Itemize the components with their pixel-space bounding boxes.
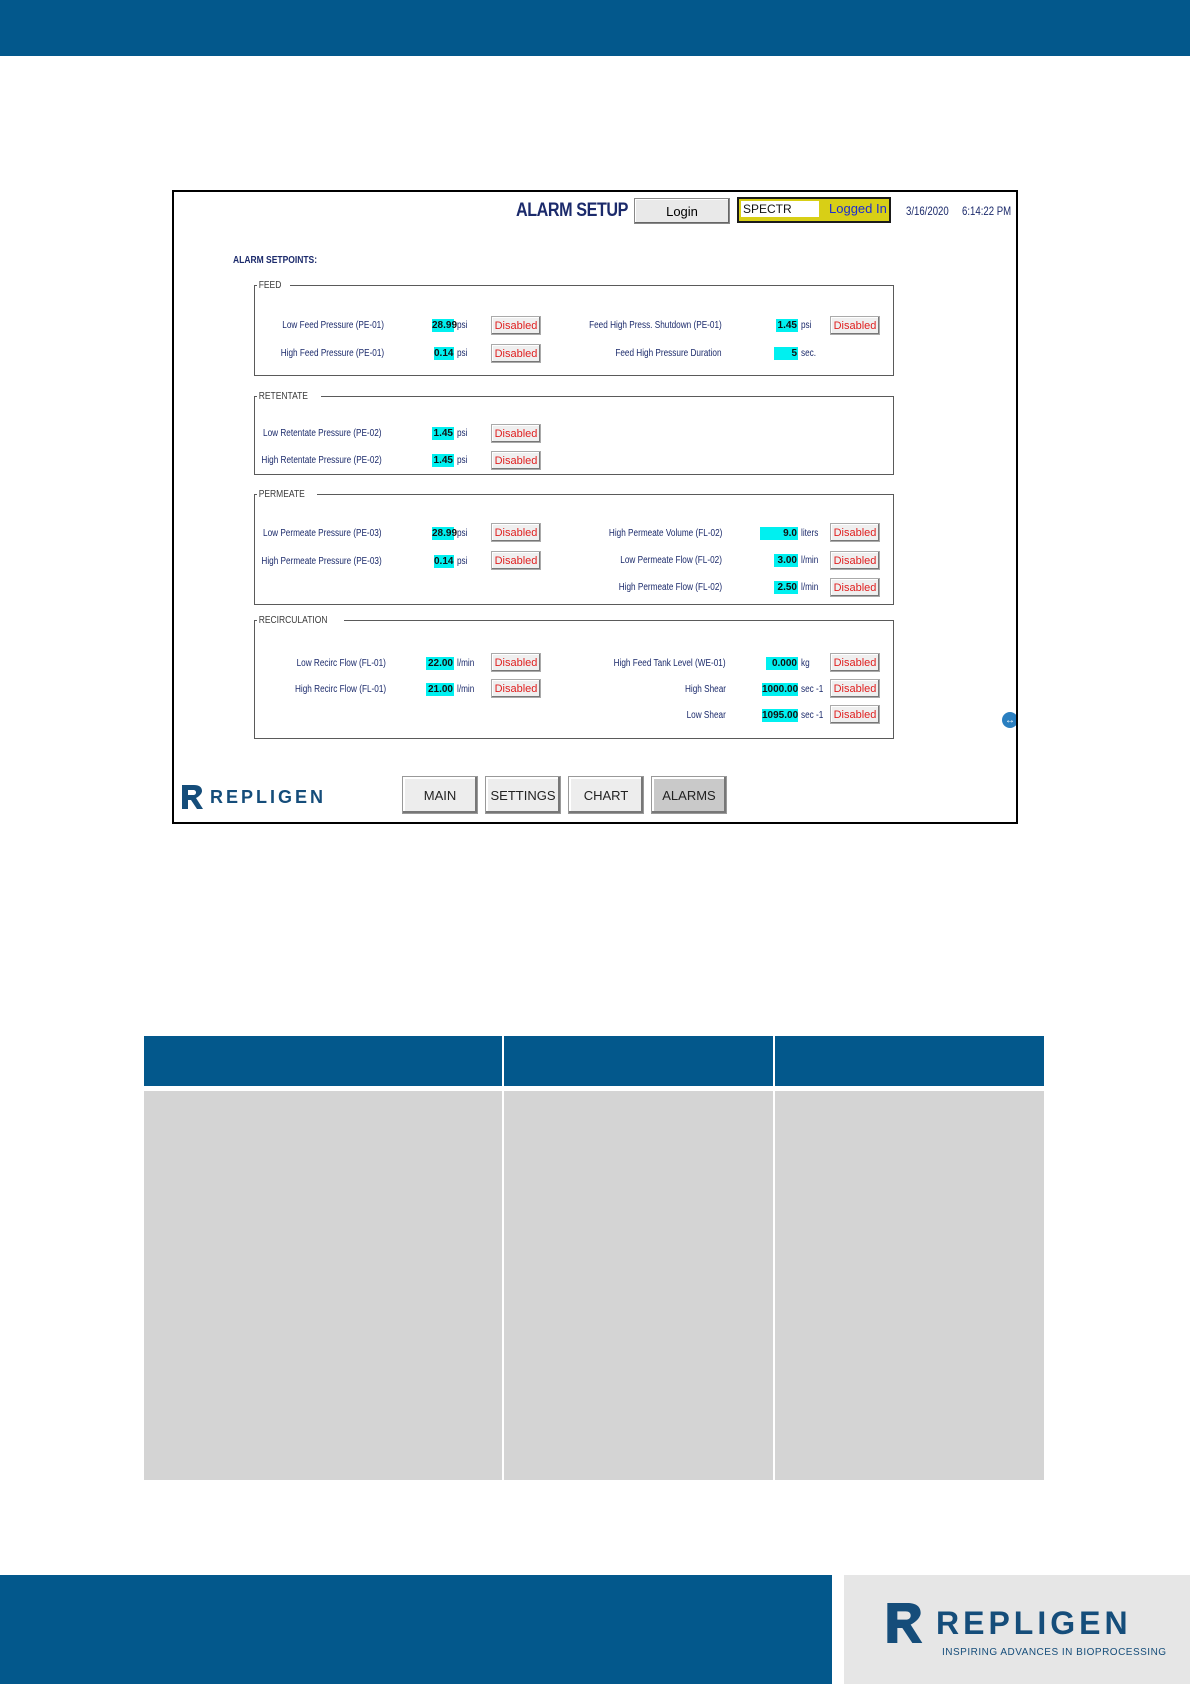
low-recirc-flow-unit: l/min — [457, 658, 475, 669]
setpoints-heading: ALARM SETPOINTS: — [233, 255, 318, 266]
low-permeate-flow-unit: l/min — [801, 555, 819, 566]
low-permeate-pressure-unit: psi — [457, 528, 468, 539]
low-recirc-flow-value[interactable]: 22.00 — [427, 658, 453, 669]
high-recirc-flow-label: High Recirc Flow (FL-01) — [294, 684, 386, 695]
high-shear-disable-button[interactable]: Disabled — [830, 679, 880, 698]
low-permeate-pressure-disable-button[interactable]: Disabled — [491, 523, 541, 542]
table-header-col-1 — [144, 1036, 502, 1086]
low-feed-pressure-disable-button[interactable]: Disabled — [491, 316, 541, 335]
low-shear-disable-button[interactable]: Disabled — [830, 705, 880, 724]
low-shear-unit: sec -1 — [801, 710, 824, 721]
low-recirc-flow-disable-button[interactable]: Disabled — [491, 653, 541, 672]
table-body-col-3 — [775, 1091, 1044, 1480]
expand-arrows-icon[interactable]: ↔ — [1002, 712, 1018, 728]
time-display: 6:14:22 PM — [962, 204, 1012, 218]
high-permeate-flow-disable-button[interactable]: Disabled — [830, 578, 880, 597]
username-field[interactable]: SPECTR — [741, 201, 819, 217]
user-status-box — [737, 197, 891, 223]
high-feed-pressure-disable-button[interactable]: Disabled — [491, 344, 541, 363]
table-header-col-3 — [775, 1036, 1044, 1086]
repligen-mark-icon — [180, 784, 204, 810]
low-permeate-flow-disable-button[interactable]: Disabled — [830, 551, 880, 570]
brand-name: REPLIGEN — [936, 1604, 1132, 1641]
permeate-group — [254, 489, 894, 605]
alarms-nav-button[interactable]: ALARMS — [651, 776, 727, 814]
high-feed-pressure-value[interactable]: 0.14 — [434, 348, 454, 359]
feed-shutdown-label: Feed High Press. Shutdown (PE-01) — [589, 320, 722, 331]
permeate-group-legend: PERMEATE — [258, 489, 305, 500]
repligen-logo — [884, 1599, 1132, 1647]
high-permeate-pressure-unit: psi — [457, 556, 468, 567]
high-retentate-pressure-value[interactable]: 1.45 — [433, 455, 453, 466]
chart-nav-button[interactable]: CHART — [568, 776, 644, 814]
feed-shutdown-unit: psi — [801, 320, 812, 331]
high-recirc-flow-value[interactable]: 21.00 — [427, 684, 453, 695]
table-body-col-1 — [144, 1091, 502, 1480]
alarm-setup-screenshot — [172, 190, 1018, 824]
feed-duration-value[interactable]: 5 — [774, 347, 798, 360]
brand-name-small: REPLIGEN — [210, 786, 327, 807]
low-permeate-pressure-value[interactable]: 28.99 — [432, 528, 458, 539]
high-shear-unit: sec -1 — [801, 684, 824, 695]
settings-nav-button[interactable]: SETTINGS — [485, 776, 561, 814]
high-permeate-flow-value[interactable]: 2.50 — [774, 581, 798, 594]
high-retentate-pressure-label: High Retentate Pressure (PE-02) — [261, 455, 382, 466]
feed-duration-unit: sec. — [801, 348, 817, 359]
high-recirc-flow-unit: l/min — [457, 684, 475, 695]
table-body-col-2 — [504, 1091, 773, 1480]
low-recirc-flow-label: Low Recirc Flow (FL-01) — [296, 658, 386, 669]
date-display: 3/16/2020 — [906, 204, 949, 218]
high-permeate-flow-unit: l/min — [801, 582, 819, 593]
high-permeate-pressure-label: High Permeate Pressure (PE-03) — [261, 556, 382, 567]
high-feed-tank-level-label: High Feed Tank Level (WE-01) — [614, 658, 726, 669]
high-feed-tank-level-unit: kg — [801, 658, 810, 669]
low-permeate-flow-label: Low Permeate Flow (FL-02) — [620, 555, 722, 566]
low-retentate-pressure-label: Low Retentate Pressure (PE-02) — [263, 428, 382, 439]
low-feed-pressure-unit: psi — [457, 320, 468, 331]
high-permeate-volume-disable-button[interactable]: Disabled — [830, 523, 880, 542]
low-retentate-pressure-unit: psi — [457, 428, 468, 439]
high-permeate-pressure-disable-button[interactable]: Disabled — [491, 551, 541, 570]
footer-band — [0, 1575, 832, 1684]
top-header-band — [0, 0, 1190, 56]
screen-title: ALARM SETUP — [516, 200, 628, 221]
datetime-display — [906, 204, 1011, 218]
high-retentate-pressure-unit: psi — [457, 455, 468, 466]
brand-tagline: INSPIRING ADVANCES IN BIOPROCESSING — [942, 1647, 1167, 1658]
low-feed-pressure-value[interactable]: 28.99 — [432, 320, 458, 331]
high-retentate-pressure-disable-button[interactable]: Disabled — [491, 451, 541, 470]
repligen-mark-icon — [884, 1599, 924, 1647]
high-feed-tank-level-disable-button[interactable]: Disabled — [830, 653, 880, 672]
high-feed-pressure-label: High Feed Pressure (PE-01) — [280, 348, 384, 359]
high-permeate-volume-label: High Permeate Volume (FL-02) — [608, 528, 722, 539]
high-permeate-volume-value[interactable]: 9.0 — [760, 527, 798, 540]
low-shear-label: Low Shear — [686, 710, 726, 721]
feed-group-legend: FEED — [258, 280, 282, 291]
high-permeate-volume-unit: liters — [801, 528, 819, 539]
repligen-logo-small — [180, 784, 326, 810]
footer-logo-area — [844, 1575, 1190, 1684]
retentate-group-legend: RETENTATE — [258, 391, 308, 402]
feed-duration-label: Feed High Pressure Duration — [615, 348, 722, 359]
high-permeate-pressure-value[interactable]: 0.14 — [434, 556, 454, 567]
low-permeate-flow-value[interactable]: 3.00 — [774, 554, 798, 567]
high-feed-pressure-unit: psi — [457, 348, 468, 359]
high-shear-value[interactable]: 1000.00 — [762, 684, 799, 695]
recirculation-group-legend: RECIRCULATION — [258, 615, 328, 626]
low-shear-value[interactable]: 1095.00 — [762, 710, 799, 721]
high-permeate-flow-label: High Permeate Flow (FL-02) — [618, 582, 722, 593]
main-nav-button[interactable]: MAIN — [402, 776, 478, 814]
feed-shutdown-value[interactable]: 1.45 — [777, 320, 797, 331]
low-feed-pressure-label: Low Feed Pressure (PE-01) — [282, 320, 384, 331]
high-feed-tank-level-value[interactable]: 0.000 — [766, 657, 798, 670]
table-header-col-2 — [504, 1036, 773, 1086]
high-recirc-flow-disable-button[interactable]: Disabled — [491, 679, 541, 698]
login-status: Logged In — [829, 201, 887, 216]
feed-shutdown-disable-button[interactable]: Disabled — [830, 316, 880, 335]
low-permeate-pressure-label: Low Permeate Pressure (PE-03) — [263, 528, 382, 539]
low-retentate-pressure-disable-button[interactable]: Disabled — [491, 424, 541, 443]
login-button[interactable]: Login — [634, 198, 730, 224]
low-retentate-pressure-value[interactable]: 1.45 — [433, 428, 453, 439]
high-shear-label: High Shear — [684, 684, 726, 695]
